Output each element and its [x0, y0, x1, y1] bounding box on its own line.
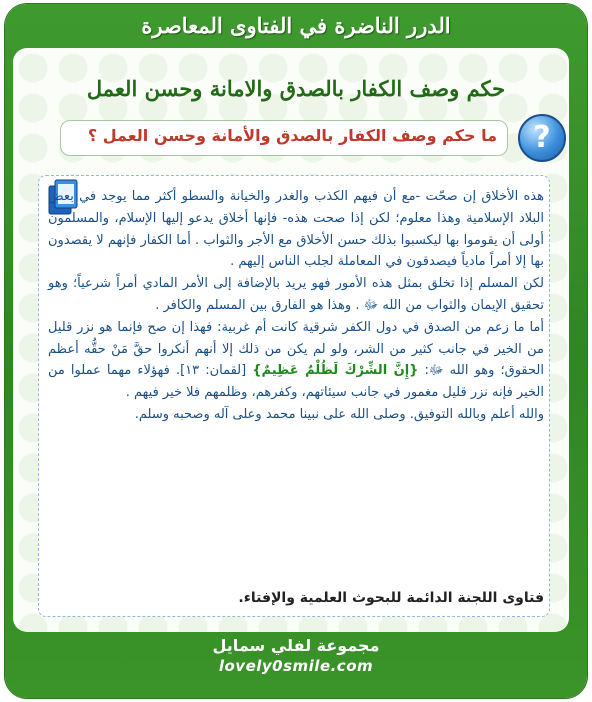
answer-text: [48, 186, 544, 426]
fatwa-source: فتاوى اللجنة الدائمة للبحوث العلمية والإفتاء.: [238, 590, 544, 606]
answer-paragraph-2: لكن المسلم إذا تخلق بمثل هذه الأمور فهو يريد بالإضافة إلى الأمر المادي أمراً شرعياً؛ وهو تحقيق الإيمان والثواب من الله ﷻ . وهذا هو الفارق بين المسلم والكافر .: [48, 276, 544, 313]
answer-paragraph-4: والله أعلم وبالله التوفيق. وصلى الله على نبينا محمد وعلى آله وصحبه وسلم.: [134, 406, 544, 422]
fatwa-title: حكم وصف الكفار بالصدق والامانة وحسن العمل: [86, 76, 506, 101]
quran-verse: {إِنَّ الشِّرْكَ لَظُلْمٌ عَظِيمٌ}: [252, 363, 419, 379]
answer-paragraph-3: [48, 317, 544, 404]
question-box: [60, 120, 508, 156]
brand-name-arabic: مجموعة لفلي سمايل: [212, 636, 380, 655]
brand-website: lovely0smile.com: [218, 657, 374, 675]
answer-paragraph-3-text: أما ما زعم من الصدق في دول الكفر شرقية كانت أم غربية: فهذا إن صح فإنما هو نزر قليل من الخير في جانب كثير من الشر، ولو لم يكن من ذلك إلا أنهم أنكروا حقَّ مَنْ حقُّه أعظم الحقوق؛ وهو الله ﷻ:: [48, 319, 544, 379]
verse-reference: [لقمان: ١٣]. فهؤلاء مهما عملوا من الخير فإنه نزر قليل مغمور في جانب سيئاتهم، وكفرهم، وظلمهم فلا خير فيهم .: [48, 363, 544, 401]
question-text: ما حكم وصف الكفار بالصدق والأمانة وحسن العمل ؟: [87, 126, 497, 145]
question-mark-icon: ?: [518, 114, 566, 162]
site-title: الدرر الناضرة في الفتاوى المعاصرة: [141, 13, 451, 38]
answer-paragraph-1: هذه الأخلاق إن صحّت -مع أن فيهم الكذب والغدر والخيانة والسطو أكثر مما يوجد في بعض البلاد الإسلامية وهذا معلوم؛ لكن إذا صحت هذه- فإنها أخلاق يدعو إليها الإسلام، والمسلمون أولى أن يقوموا بها ليكسبوا بذلك حسن الأخلاق مع الأجر والثواب . أما الكفار فإنهم لا يقصدون بها إلا أمراً مادياً فيصدقون في المعاملة لجلب الناس إليهم .: [48, 189, 544, 270]
footer-brand: [0, 636, 592, 676]
